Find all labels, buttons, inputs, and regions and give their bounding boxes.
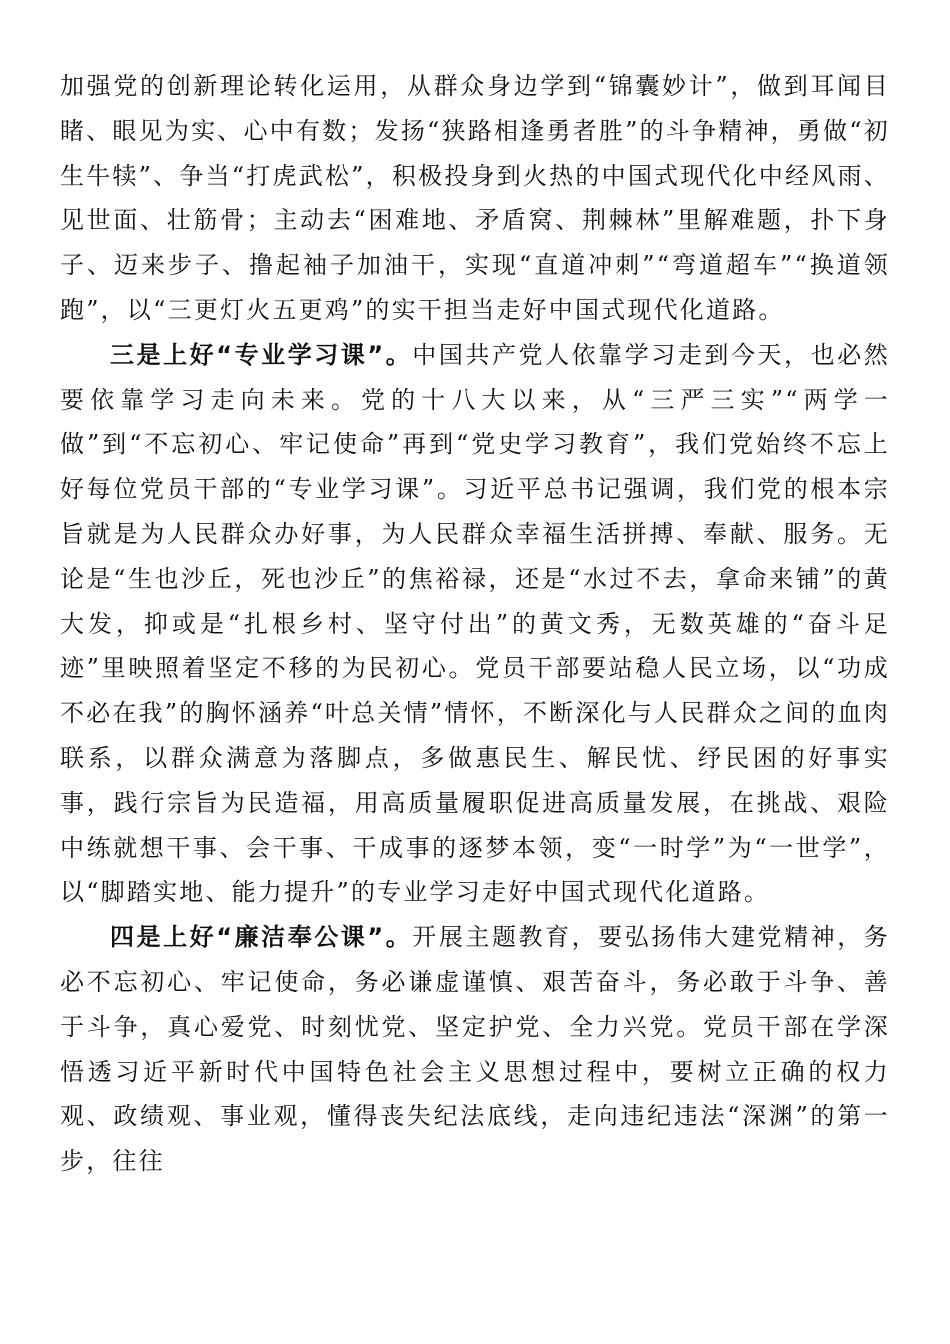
paragraph-professional-study — [60, 333, 890, 915]
paragraph-heading: 三是上好“专业学习课”。 — [110, 340, 413, 369]
paragraph-text: 中国共产党人依靠学习走到今天，也必然要依靠学习走向未来。党的十八大以来，从“三严三实”“两学一做”到“不忘初心、牢记使命”再到“党史学习教育”，我们党始终不忘上好每位党员干部的“专业学习课”。习近平总书记强调，我们党的根本宗旨就是为人民群众办好事，为人民群众幸福生活拼搏、奉献、服务。无论是“生也沙丘，死也沙丘”的焦裕禄，还是“水过不去，拿命来铺”的黄大发，抑或是“扎根乡村、坚守付出”的黄文秀，无数英雄的“奋斗足迹”里映照着坚定不移的为民初心。党员干部要站稳人民立场，以“功成不必在我”的胸怀涵养“叶总关情”情怀，不断深化与人民群众之间的血肉联系，以群众满意为落脚点，多做惠民生、解民忧、纾民困的好事实事，践行宗旨为民造福，用高质量履职促进高质量发展，在挑战、艰险中练就想干事、会干事、干成事的逐梦本领，变“一时学”为“一世学”，以“脚踏实地、能力提升”的专业学习走好中国式现代化道路。 — [60, 340, 890, 907]
paragraph-heading: 四是上好“廉洁奉公课”。 — [110, 923, 413, 952]
paragraph-text: 加强党的创新理论转化运用，从群众身边学到“锦囊妙计”，做到耳闻目睹、眼见为实、心中有数；发扬“狭路相逢勇者胜”的斗争精神，勇做“初生牛犊”、争当“打虎武松”，积极投身到火热的中国式现代化中经风雨、见世面、壮筋骨；主动去“困难地、矛盾窝、荆棘林”里解难题，扑下身子、迈来步子、撸起袖子加油干，实现“直道冲刺”“弯道超车”“换道领跑”，以“三更灯火五更鸡”的实干担当走好中国式现代化道路。 — [60, 72, 890, 324]
paragraph-integrity — [60, 915, 890, 1184]
paragraph-continuation — [60, 64, 890, 333]
paragraph-text: 开展主题教育，要弘扬伟大建党精神，务必不忘初心、牢记使命，务必谦虚谨慎、艰苦奋斗，务必敢于斗争、善于斗争，真心爱党、时刻忧党、坚定护党、全力兴党。党员干部在学深悟透习近平新时代中国特色社会主义思想过程中，要树立正确的权力观、政绩观、事业观，懂得丧失纪法底线，走向违纪违法“深渊”的第一步，往往 — [60, 923, 890, 1176]
document-body — [60, 64, 890, 1184]
